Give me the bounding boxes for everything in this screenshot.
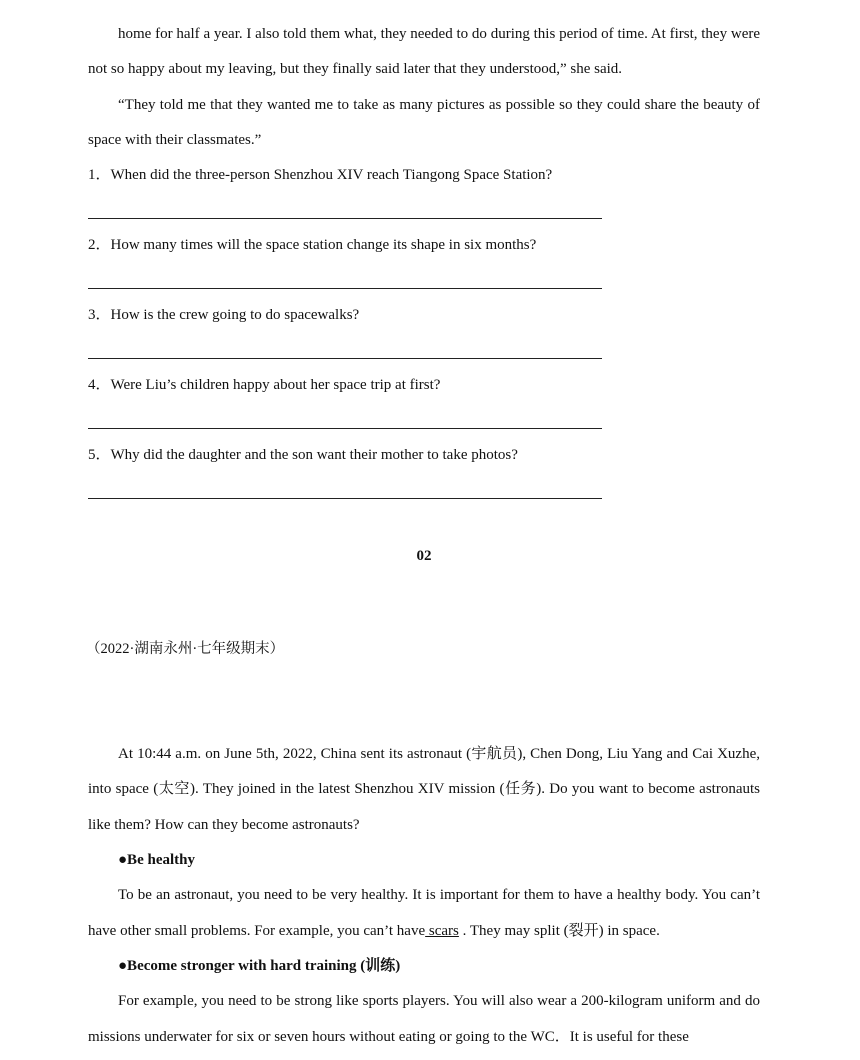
- passage2-healthy-paragraph: [88, 878, 760, 949]
- question-prompt: Were Liu’s children happy about her space trip at first?: [110, 377, 441, 394]
- heading-training: ●Become stronger with hard training (训练): [118, 957, 401, 974]
- question-prompt: How is the crew going to do spacewalks?: [110, 307, 360, 324]
- question-1: [88, 158, 760, 219]
- passage2-training-paragraph: For example, you need to be strong like sports players. You will also wear a 200-kilogram uniform and do missions underwater for six or seven hours without eating or going to the WC．It is useful for these: [88, 993, 760, 1045]
- document-page: [88, 17, 760, 1055]
- section-number: 02: [416, 548, 432, 565]
- healthy-text-after: . They may split (裂开) in space.: [458, 922, 660, 939]
- healthy-text-before: To be an astronaut, you need to be very healthy. It is important for them to have a healthy body. You can’t have other small problems. For example, you can’t have: [88, 887, 760, 939]
- heading-be-healthy: ●Be healthy: [118, 852, 195, 869]
- answer-line[interactable]: [88, 358, 602, 359]
- question-text: [88, 438, 760, 473]
- question-number: 2．: [88, 237, 111, 254]
- question-5: [88, 438, 760, 499]
- exam-source: （2022·湖南永州·七年级期末）: [86, 641, 285, 658]
- underlined-word: scars: [425, 922, 459, 939]
- answer-line[interactable]: [88, 218, 602, 219]
- question-number: 1．: [88, 167, 111, 184]
- spacer: [88, 659, 760, 737]
- question-text: [88, 228, 760, 263]
- question-prompt: When did the three-person Shenzhou XIV reach Tiangong Space Station?: [110, 167, 553, 184]
- answer-line[interactable]: [88, 288, 602, 289]
- question-number: 4．: [88, 377, 111, 394]
- passage2-intro: At 10:44 a.m. on June 5th, 2022, China sent its astronaut (宇航员), Chen Dong, Liu Yang and Cai Xuzhe, into space (太空). They joined in the latest Shenzhou XIV mission (任务). Do you want to become astronauts like them? How can they become astronauts?: [88, 746, 760, 833]
- question-number: 5．: [88, 447, 111, 464]
- question-text: [88, 298, 760, 333]
- question-number: 3．: [88, 307, 111, 324]
- question-4: [88, 368, 760, 429]
- passage1-paragraph-2: “They told me that they wanted me to take as many pictures as possible so they could share the beauty of space with their classmates.”: [88, 96, 760, 148]
- question-prompt: How many times will the space station change its shape in six months?: [110, 237, 537, 254]
- question-3: [88, 298, 760, 359]
- question-text: [88, 158, 760, 193]
- passage1-paragraph-1: home for half a year. I also told them what, they needed to do during this period of time. At first, they were not so happy about my leaving, but they finally said later that they understood,” she said.: [88, 26, 760, 78]
- question-prompt: Why did the daughter and the son want their mother to take photos?: [110, 447, 518, 464]
- answer-line[interactable]: [88, 498, 602, 499]
- question-text: [88, 368, 760, 403]
- question-2: [88, 228, 760, 289]
- answer-line[interactable]: [88, 428, 602, 429]
